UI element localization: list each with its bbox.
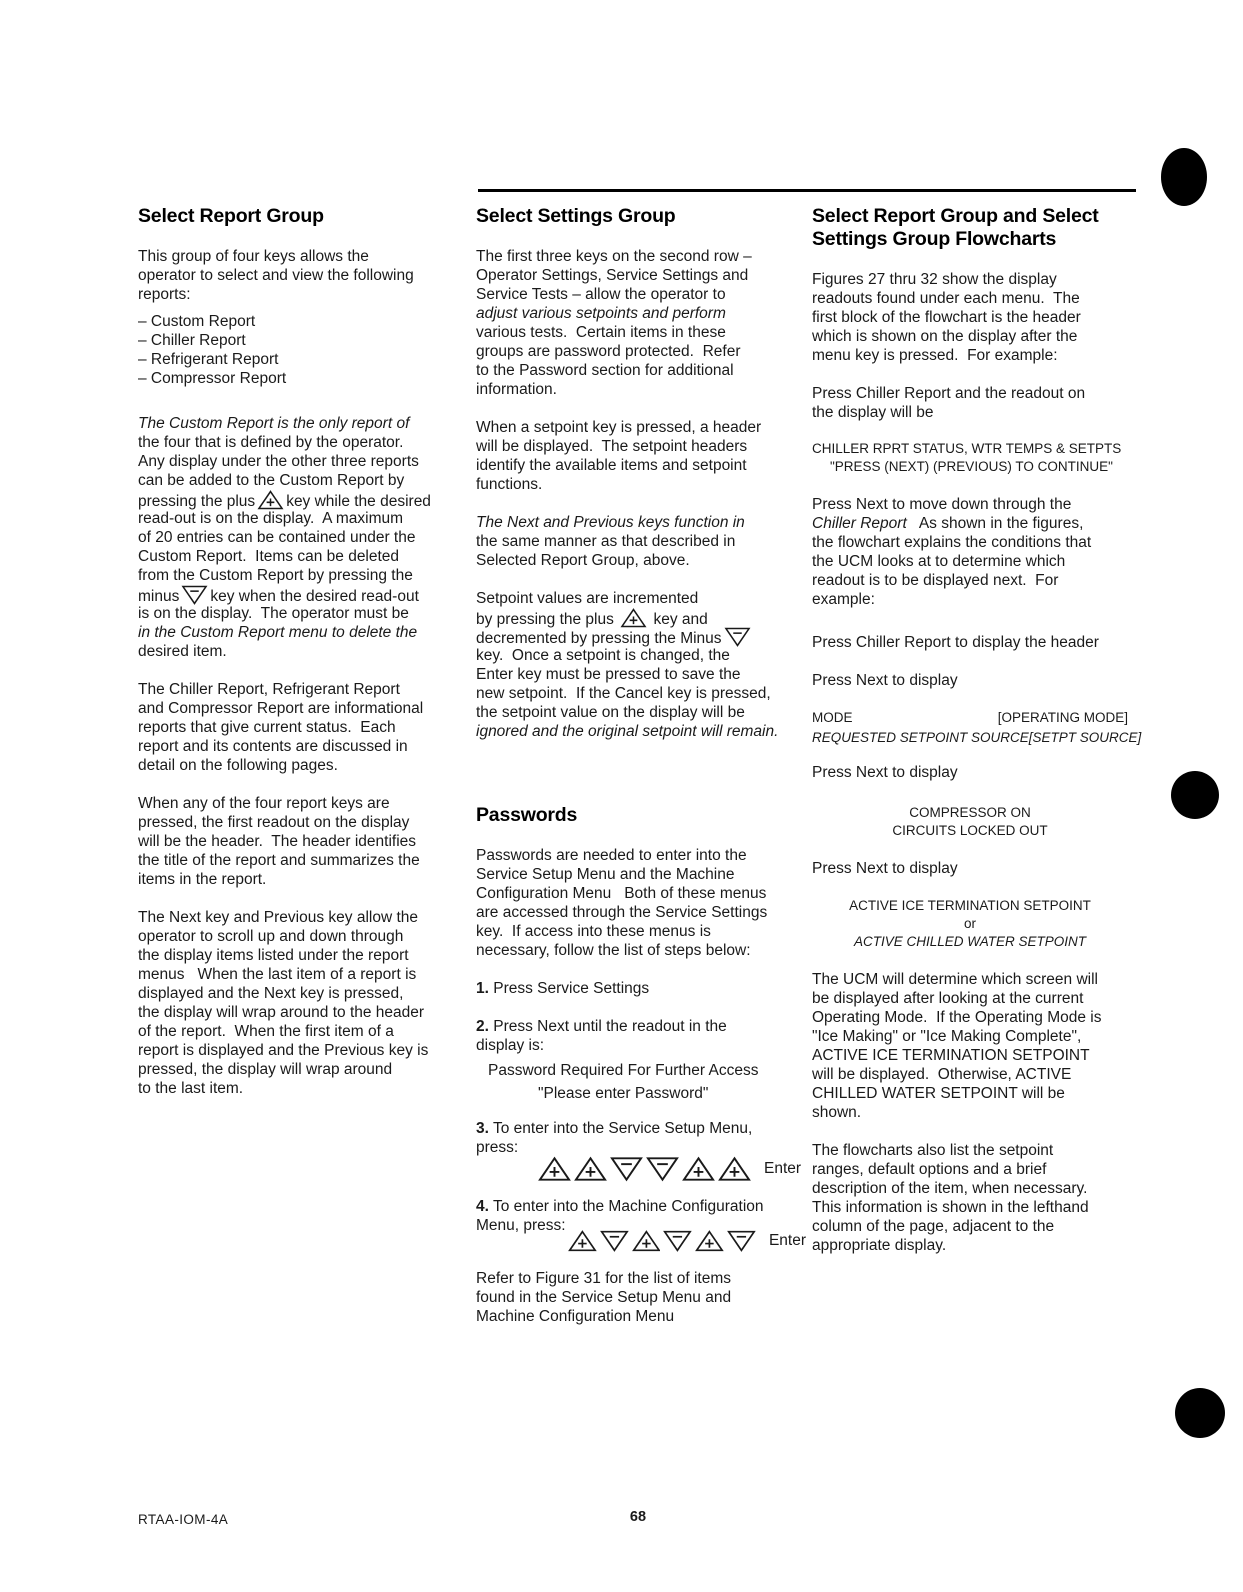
text-line: pressing the plus key while the desired <box>138 490 468 509</box>
paragraph <box>812 671 1128 690</box>
text-line: When any of the four report keys are <box>138 795 390 812</box>
readout-right: [OPERATING MODE] <box>997 710 1128 725</box>
text-line: are accessed through the Service Settings <box>476 904 768 921</box>
text-line: The Next key and Previous key allow the <box>138 909 418 926</box>
text-line: groups are password protected. Refer <box>476 343 741 360</box>
column-right <box>812 205 1142 1255</box>
text-line: Press Next to display <box>812 764 958 781</box>
paragraph <box>476 1119 806 1157</box>
text-line: This information is shown in the lefthand <box>812 1199 1089 1216</box>
paragraph <box>812 270 1128 365</box>
list-item: – Refrigerant Report <box>138 351 279 368</box>
text-line: ignored and the original setpoint will remain. <box>476 723 779 740</box>
text-line: report is displayed and the Previous key is <box>138 1042 429 1059</box>
text-line: Enter key must be pressed to save the <box>476 666 741 683</box>
page-marker-dot <box>1161 148 1207 206</box>
text-line: description of the item, when necessary. <box>812 1180 1088 1197</box>
plus-key-icon <box>574 1156 607 1182</box>
text-line: from the Custom Report by pressing the <box>138 567 413 584</box>
paragraph <box>138 794 468 889</box>
text-line: 3. To enter into the Service Setup Menu, <box>476 1120 753 1137</box>
text-line: readouts found under each menu. The <box>812 290 1080 307</box>
text-line: minus key when the desired read-out <box>138 585 468 604</box>
text-line: Select Settings Group <box>476 205 676 227</box>
text-line: is on the display. The operator must be <box>138 605 409 622</box>
text-line: ACTIVE ICE TERMINATION SETPOINT <box>812 1047 1090 1064</box>
text-line: CHILLED WATER SETPOINT will be <box>812 1085 1065 1102</box>
footer-doc-code: RTAA-IOM-4A <box>138 1512 229 1527</box>
text-line: Machine Configuration Menu <box>476 1308 675 1325</box>
text-line: Refer to Figure 31 for the list of items <box>476 1270 731 1287</box>
text-line: 1. Press Service Settings <box>476 980 650 997</box>
plus-key-icon <box>568 1228 597 1254</box>
text-line: by pressing the plus key and <box>476 608 806 627</box>
text-line: and Compressor Report are informational <box>138 700 424 717</box>
plus-key-icon <box>538 1156 571 1182</box>
text-line: Press Next to display <box>812 860 958 877</box>
text-line: the four that is defined by the operator. <box>138 434 404 451</box>
display-readout-row <box>812 708 1128 728</box>
text-line: can be added to the Custom Report by <box>138 472 405 489</box>
text-line: new setpoint. If the Cancel key is pressed, <box>476 685 771 702</box>
text-line: Press Chiller Report and the readout on <box>812 385 1086 402</box>
text-line: desired item. <box>138 643 227 660</box>
readout-left: REQUESTED SETPOINT SOURCE <box>812 730 1029 745</box>
top-horizontal-rule <box>478 189 1136 192</box>
text-line: The Next and Previous keys function in <box>476 514 745 531</box>
paragraph <box>476 589 806 741</box>
text-line: Press Next to display <box>812 672 958 689</box>
text-line: ranges, default options and a brief <box>812 1161 1047 1178</box>
plus-key-icon <box>718 1156 751 1182</box>
key-sequence <box>476 1155 806 1183</box>
text-line: Service Tests – allow the operator to <box>476 286 726 303</box>
column-left <box>138 205 468 1098</box>
text-line: of 20 entries can be contained under the <box>138 529 416 546</box>
plus-key-icon <box>257 490 284 510</box>
text-line: Setpoint values are incremented <box>476 590 699 607</box>
text-line: 2. Press Next until the readout in the <box>476 1018 727 1035</box>
text-line: will be displayed. Otherwise, ACTIVE <box>812 1066 1072 1083</box>
text-line: Press Chiller Report to display the header <box>812 634 1099 651</box>
plus-key-icon <box>695 1228 724 1254</box>
paragraph <box>476 979 806 998</box>
text-line: example: <box>812 591 875 608</box>
text-line: the display will wrap around to the header <box>138 1004 425 1021</box>
paragraph <box>812 1141 1128 1255</box>
text-line: in the Custom Report menu to delete the <box>138 624 418 641</box>
text-line: "Ice Making" or "Ice Making Complete", <box>812 1028 1082 1045</box>
section-heading <box>138 205 468 228</box>
text-line: or <box>963 916 976 931</box>
text-line: operator to select and view the following <box>138 267 414 284</box>
text-line: various tests. Certain items in these <box>476 324 726 341</box>
text-line: key. Once a setpoint is changed, the <box>476 647 730 664</box>
text-line: "PRESS (NEXT) (PREVIOUS) TO CONTINUE" <box>830 459 1113 474</box>
text-line: displayed and the Next key is pressed, <box>138 985 404 1002</box>
text-line: pressed, the display will wrap around <box>138 1061 393 1078</box>
text-line: Select Report Group and Select <box>812 205 1099 227</box>
text-line: adjust various setpoints and perform <box>476 305 726 322</box>
text-line: of the report. When the first item of a <box>138 1023 394 1040</box>
paragraph <box>476 418 806 494</box>
text-line: the title of the report and summarizes the <box>138 852 420 869</box>
text-line: reports: <box>138 286 191 303</box>
text-line: Select Report Group <box>138 205 324 227</box>
paragraph <box>476 247 806 399</box>
text-line: column of the page, adjacent to the <box>812 1218 1055 1235</box>
plus-key-icon <box>620 608 647 628</box>
text-line: Chiller Report As shown in the figures, <box>812 515 1084 532</box>
text-line: Operator Settings, Service Settings and <box>476 267 749 284</box>
text-line: menu key is pressed. For example: <box>812 347 1058 364</box>
text-line: identify the available items and setpoint <box>476 457 747 474</box>
paragraph <box>476 846 806 960</box>
section-heading <box>812 205 1128 251</box>
paragraph <box>812 763 1128 782</box>
text-line: press: <box>476 1139 519 1156</box>
text-line: The Custom Report is the only report of <box>138 415 410 432</box>
display-readout-row <box>812 728 1142 748</box>
text-line: CIRCUITS LOCKED OUT <box>892 823 1048 838</box>
text-line: display is: <box>476 1037 545 1054</box>
text-line: the display will be <box>812 404 934 421</box>
paragraph <box>476 513 806 570</box>
text-line: Any display under the other three reports <box>138 453 419 470</box>
paragraph <box>812 384 1128 422</box>
paragraph <box>812 859 1128 878</box>
text-line: The UCM will determine which screen will <box>812 971 1098 988</box>
text-line: to the last item. <box>138 1080 244 1097</box>
text-line: Settings Group Flowcharts <box>812 228 1057 250</box>
report-list <box>138 312 468 388</box>
text-line: to the Password section for additional <box>476 362 734 379</box>
text-line: found in the Service Setup Menu and <box>476 1289 732 1306</box>
text-line: the same manner as that described in <box>476 533 736 550</box>
text-line: Password Required For Further Access <box>488 1062 759 1079</box>
text-line: Selected Report Group, above. <box>476 552 690 569</box>
section-heading <box>476 205 806 228</box>
minus-key-icon <box>727 1228 756 1254</box>
paragraph <box>812 495 1128 609</box>
page-marker-dot <box>1175 1388 1225 1438</box>
text-line: pressed, the first readout on the display <box>138 814 410 831</box>
paragraph <box>476 1017 806 1055</box>
text-line: The flowcharts also list the setpoint <box>812 1142 1054 1159</box>
text-line: ACTIVE CHILLED WATER SETPOINT <box>853 934 1087 949</box>
enter-key-label: Enter <box>764 1160 802 1177</box>
text-line: Figures 27 thru 32 show the display <box>812 271 1057 288</box>
text-line: functions. <box>476 476 543 493</box>
text-line: Press Next to move down through the <box>812 496 1072 513</box>
list-item: – Chiller Report <box>138 332 246 349</box>
text-line: Passwords <box>476 804 578 826</box>
enter-key-label: Enter <box>768 1232 807 1249</box>
text-line: read-out is on the display. A maximum <box>138 510 404 527</box>
text-line: CHILLER RPRT STATUS, WTR TEMPS & SETPTS <box>812 441 1122 456</box>
footer-page-number: 68 <box>629 1509 647 1525</box>
column-middle <box>476 205 806 1326</box>
text-line: readout is to be displayed next. For <box>812 572 1059 589</box>
text-line: This group of four keys allows the <box>138 248 369 265</box>
text-line: reports that give current status. Each <box>138 719 396 736</box>
text-line: The Chiller Report, Refrigerant Report <box>138 681 400 698</box>
text-line: shown. <box>812 1104 862 1121</box>
readout-left: MODE <box>812 710 853 725</box>
text-line: appropriate display. <box>812 1237 947 1254</box>
text-line: detail on the following pages. <box>138 757 338 774</box>
text-line: ACTIVE ICE TERMINATION SETPOINT <box>849 898 1091 913</box>
text-line: be displayed after looking at the current <box>812 990 1084 1007</box>
paragraph <box>138 247 468 304</box>
text-line: items in the report. <box>138 871 267 888</box>
text-line: Passwords are needed to enter into the <box>476 847 747 864</box>
text-line: the UCM looks at to determine which <box>812 553 1066 570</box>
text-line: Operating Mode. If the Operating Mode is <box>812 1009 1102 1026</box>
text-line: COMPRESSOR ON <box>909 805 1031 820</box>
readout-right: [SETPT SOURCE] <box>1028 730 1142 745</box>
text-line: When a setpoint key is pressed, a header <box>476 419 762 436</box>
paragraph <box>138 680 468 775</box>
text-line: Service Setup Menu and the Machine <box>476 866 735 883</box>
list-item: – Custom Report <box>138 313 256 330</box>
text-line: report and its contents are discussed in <box>138 738 408 755</box>
plus-key-icon <box>632 1228 661 1254</box>
text-line: Menu, press: <box>476 1217 566 1234</box>
display-readout <box>812 440 1128 476</box>
paragraph <box>812 970 1128 1122</box>
text-line: Custom Report. Items can be deleted <box>138 548 400 565</box>
text-line: menus When the last item of a report is <box>138 966 417 983</box>
minus-key-icon <box>181 585 208 605</box>
minus-key-icon <box>610 1156 643 1182</box>
text-line: the flowchart explains the conditions that <box>812 534 1092 551</box>
display-readout <box>812 897 1128 951</box>
minus-key-icon <box>646 1156 679 1182</box>
text-line: will be the header. The header identifies <box>138 833 417 850</box>
text-line: key. If access into these menus is <box>476 923 711 940</box>
section-heading <box>476 804 806 827</box>
text-line: first block of the flowchart is the header <box>812 309 1081 326</box>
page-marker-dot <box>1171 771 1219 819</box>
text-line: the display items listed under the report <box>138 947 409 964</box>
minus-key-icon <box>663 1228 692 1254</box>
paragraph <box>476 1269 806 1326</box>
display-readout <box>476 1059 806 1105</box>
text-line: "Please enter Password" <box>538 1085 709 1102</box>
paragraph <box>138 414 468 661</box>
minus-key-icon <box>724 627 751 647</box>
list-item: – Compressor Report <box>138 370 287 387</box>
text-line: The first three keys on the second row – <box>476 248 752 265</box>
text-line: which is shown on the display after the <box>812 328 1078 345</box>
minus-key-icon <box>600 1228 629 1254</box>
text-line: will be displayed. The setpoint headers <box>476 438 748 455</box>
paragraph <box>138 908 468 1098</box>
text-line: 4. To enter into the Machine Configuration <box>476 1198 764 1215</box>
paragraph <box>812 633 1128 652</box>
text-line: necessary, follow the list of steps below: <box>476 942 751 959</box>
text-line: the setpoint value on the display will be <box>476 704 745 721</box>
text-line: information. <box>476 381 557 398</box>
text-line: operator to scroll up and down through <box>138 928 404 945</box>
text-line: decremented by pressing the Minus <box>476 627 806 646</box>
display-readout <box>812 708 1142 748</box>
text-line: Configuration Menu Both of these menus <box>476 885 767 902</box>
display-readout <box>812 804 1128 840</box>
plus-key-icon <box>682 1156 715 1182</box>
